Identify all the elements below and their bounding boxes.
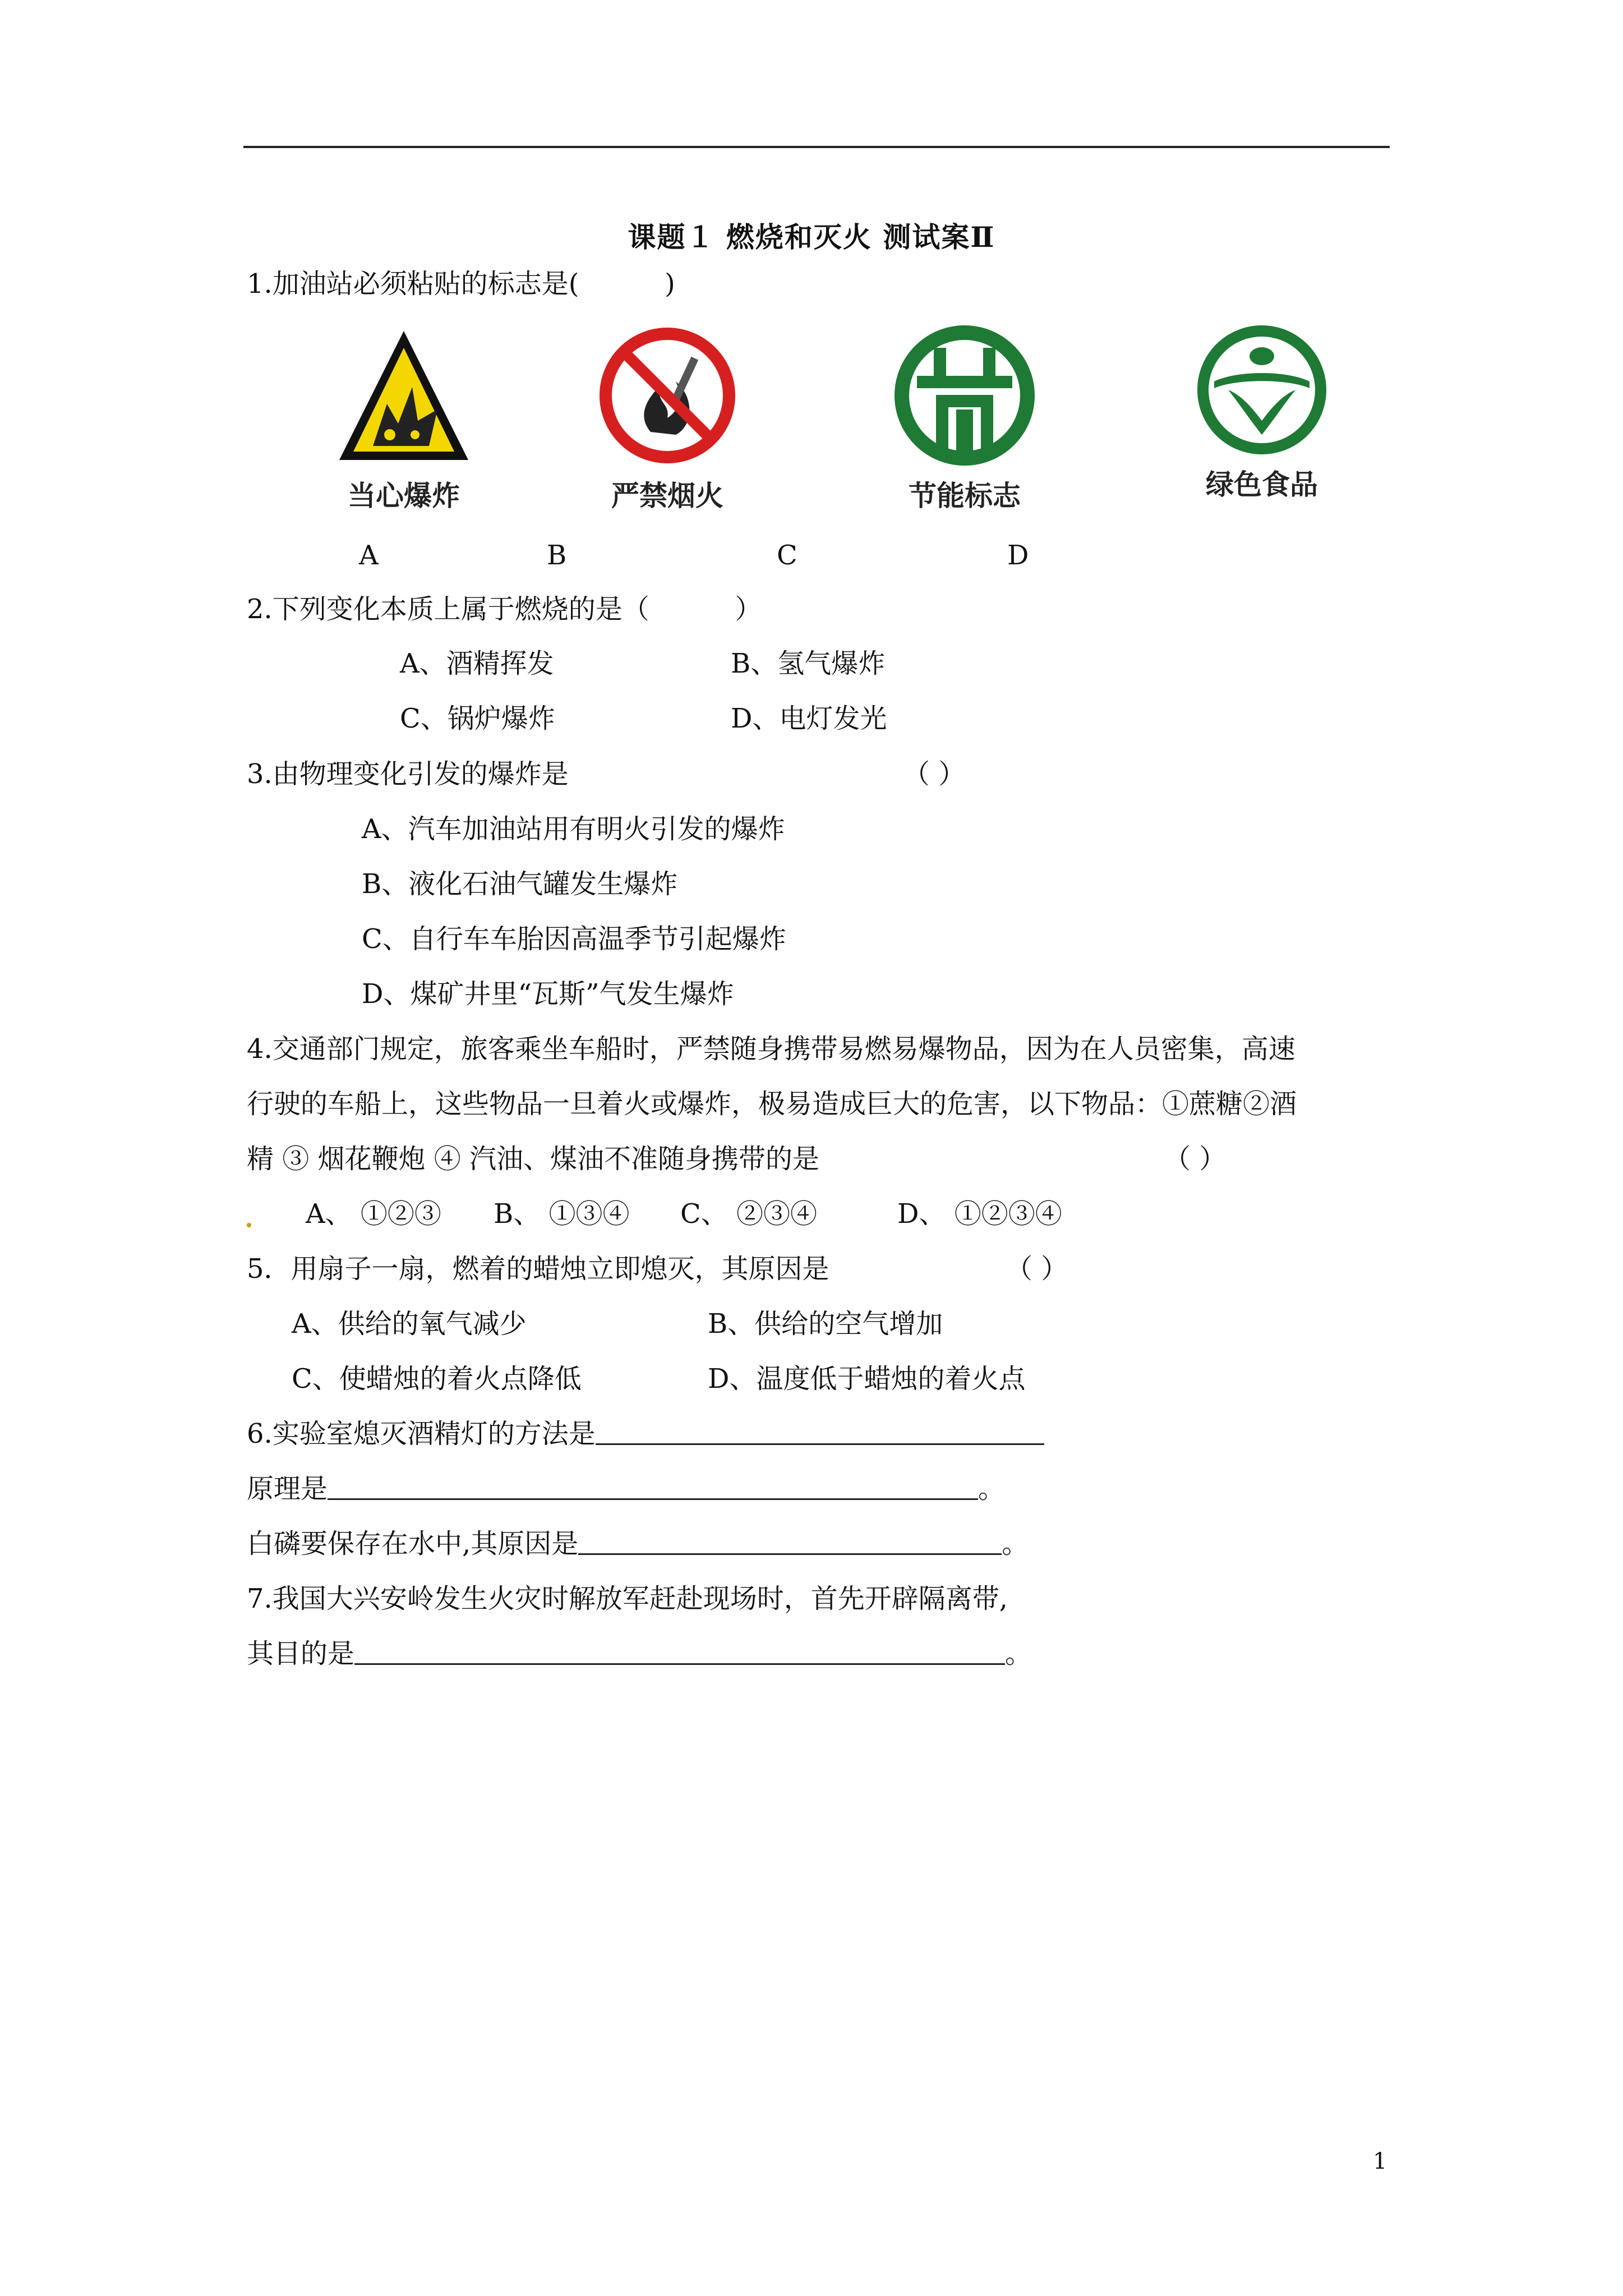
- q6-phosphorus-end: 。: [1002, 1528, 1029, 1559]
- q5-option-b: B、供给的空气增加: [708, 1308, 943, 1340]
- q5-option-d: D、温度低于蜡烛的着火点: [708, 1363, 1026, 1395]
- explosion-warning-icon: [334, 325, 474, 466]
- question-1: 1.加油站必须粘贴的标志是( ): [247, 268, 675, 300]
- sign-b-caption: 严禁烟火: [611, 480, 723, 512]
- q5-option-c: C、使蜡烛的着火点降低: [292, 1363, 582, 1395]
- q5-option-a: A、供给的氧气减少: [292, 1308, 527, 1340]
- q2-option-b: B、氢气爆炸: [731, 648, 886, 679]
- q3-answer-paren: （ ）: [903, 758, 966, 790]
- question-5: 5．用扇子一扇，燃着的蜡烛立即熄灭，其原因是: [247, 1253, 829, 1285]
- q6-method-blank[interactable]: [596, 1418, 1044, 1445]
- q3-option-b: B、液化石油气罐发生爆炸: [362, 868, 678, 900]
- q7-purpose-end: 。: [1005, 1638, 1032, 1669]
- sign-c-letter: C: [777, 540, 797, 571]
- sign-a-caption: 当心爆炸: [348, 480, 460, 512]
- sign-d: [1178, 325, 1346, 503]
- question-6-line-3: [247, 1527, 1029, 1561]
- sign-c-caption: 节能标志: [909, 480, 1021, 512]
- question-7-line-2: [247, 1637, 1032, 1671]
- sign-a: [320, 325, 488, 514]
- no-fire-icon: [597, 325, 737, 466]
- sign-d-caption: 绿色食品: [1206, 468, 1318, 501]
- q4-option-b: B、 ①③④: [494, 1198, 630, 1230]
- question-7-line-1: 7.我国大兴安岭发生火灾时解放军赶赴现场时，首先开辟隔离带,: [247, 1583, 1008, 1614]
- question-4-line-3: 精 ③ 烟花鞭炮 ④ 汽油、煤油不准随身携带的是: [247, 1143, 820, 1175]
- q6-principle-end: 。: [978, 1473, 1006, 1504]
- green-food-icon: [1197, 325, 1326, 454]
- question-2: 2.下列变化本质上属于燃烧的是（ ）: [247, 593, 762, 625]
- sign-a-letter: A: [359, 540, 379, 571]
- page-title: 课题１ 燃烧和灭火 测试案Ⅱ: [628, 220, 995, 254]
- q2-option-d: D、电灯发光: [731, 703, 887, 734]
- sign-d-letter: D: [1007, 540, 1029, 571]
- q6-principle-blank[interactable]: [328, 1473, 978, 1500]
- q7-purpose-label: 其目的是: [247, 1638, 355, 1669]
- q5-answer-paren: （ ）: [1006, 1253, 1068, 1285]
- q4-option-d: D、 ①②③④: [897, 1198, 1062, 1230]
- page-number: 1: [1373, 2148, 1387, 2174]
- stray-mark: [247, 1223, 251, 1227]
- q3-option-c: C、自行车车胎因高温季节引起爆炸: [362, 923, 786, 955]
- q6-principle-label: 原理是: [247, 1473, 328, 1504]
- q2-option-c: C、锅炉爆炸: [400, 703, 555, 734]
- q6-method-label: 6.实验室熄灭酒精灯的方法是: [247, 1418, 596, 1450]
- sign-b: [583, 325, 751, 514]
- q2-option-a: A、酒精挥发: [400, 648, 554, 679]
- question-3: 3.由物理变化引发的爆炸是: [247, 758, 569, 790]
- q4-option-c: C、 ②③④: [680, 1198, 817, 1230]
- q4-option-a: A、 ①②③: [306, 1198, 441, 1230]
- question-6-line-2: [247, 1472, 1005, 1506]
- q3-option-a: A、汽车加油站用有明火引发的爆炸: [362, 813, 785, 845]
- question-4-line-1: 4.交通部门规定，旅客乘坐车船时，严禁随身携带易燃易爆物品，因为在人员密集，高速: [247, 1033, 1295, 1065]
- question-6-line-1: [247, 1417, 1044, 1451]
- sign-b-letter: B: [547, 540, 567, 571]
- q6-phosphorus-blank[interactable]: [578, 1527, 1002, 1555]
- sign-c: [880, 325, 1049, 514]
- q3-option-d: D、煤矿井里“瓦斯”气发生爆炸: [362, 978, 734, 1010]
- energy-saving-icon: [895, 325, 1035, 466]
- q7-purpose-blank[interactable]: [354, 1637, 1005, 1665]
- q4-answer-paren: （ ）: [1164, 1143, 1227, 1175]
- question-4-line-2: 行驶的车船上，这些物品一旦着火或爆炸，极易造成巨大的危害，以下物品：①蔗糖②酒: [247, 1088, 1297, 1120]
- header-rule: [243, 146, 1390, 148]
- q6-phosphorus-label: 白磷要保存在水中,其原因是: [247, 1528, 579, 1559]
